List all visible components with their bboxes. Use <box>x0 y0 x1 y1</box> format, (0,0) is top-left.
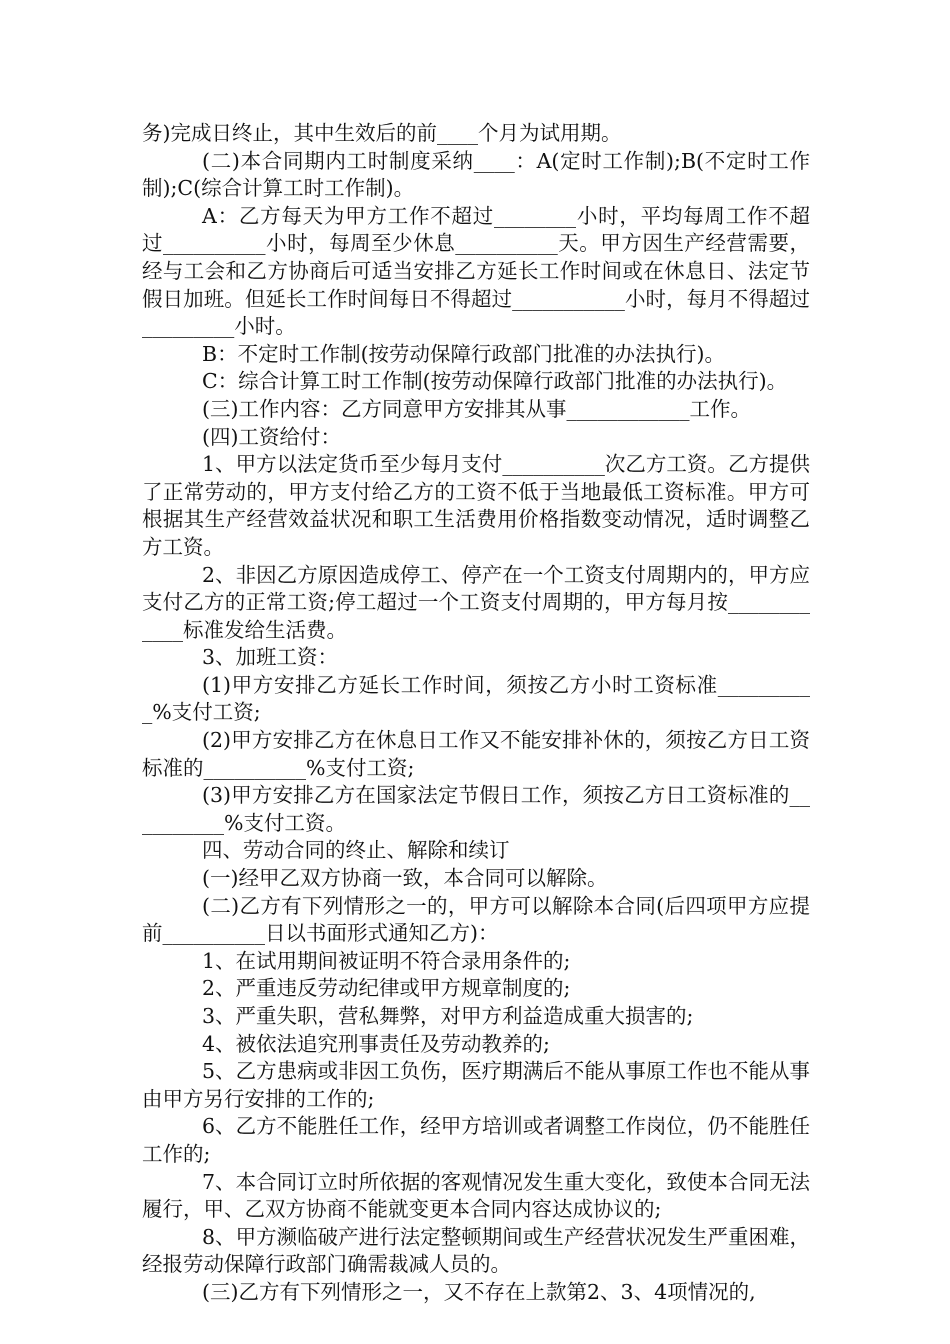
paragraph: (三)工作内容：乙方同意甲方安排其从事____________工作。 <box>202 396 751 421</box>
paragraph: (1)甲方安排乙方延长工作时间，须按乙方小时工资标准__________%支付工资; <box>142 672 810 725</box>
paragraph: 3、加班工资： <box>202 645 339 670</box>
document-body <box>142 120 810 1307</box>
paragraph: C：综合计算工时工作制(按劳动保障行政部门批准的办法执行)。 <box>202 369 788 394</box>
paragraph: 务)完成日终止，其中生效后的前____个月为试用期。 <box>142 121 622 145</box>
paragraph: (四)工资给付： <box>202 424 341 449</box>
list-item: 8、甲方濒临破产进行法定整顿期间或生产经营状况发生严重困难，经报劳动保障行政部门确需裁减人员的。 <box>142 1224 810 1277</box>
paragraph: (3)甲方安排乙方在国家法定节假日工作，须按乙方日工资标准的__________%支付工资。 <box>142 783 810 835</box>
list-item: 7、本合同订立时所依据的客观情况发生重大变化，致使本合同无法履行，甲、乙双方协商不能就变更本合同内容达成协议的; <box>142 1169 810 1222</box>
paragraph: (2)甲方安排乙方在休息日工作又不能安排补休的，须按乙方日工资标准的__________%支付工资; <box>142 728 810 780</box>
paragraph: (一)经甲乙双方协商一致，本合同可以解除。 <box>202 866 608 891</box>
section-heading: 四、劳动合同的终止、解除和续订 <box>202 838 510 863</box>
paragraph: 2、非因乙方原因造成停工、停产在一个工资支付周期内的，甲方应支付乙方的正常工资;停工超过一个工资支付周期的，甲方每月按____________标准发给生活费。 <box>142 562 810 642</box>
list-item: 5、乙方患病或非因工负伤，医疗期满后不能从事原工作也不能从事由甲方另行安排的工作的; <box>142 1059 810 1111</box>
paragraph: A：乙方每天为甲方工作不超过________小时，平均每周工作不超过__________小时，每周至少休息__________天。甲方因生产经营需要，经与工会和乙方协商后可适当安排乙方延长工作时间或在休息日、法定节假日加班。但延长工作时间每日不得超过___________小时，每月不得超过_________小时。 <box>142 203 810 339</box>
list-item: 4、被依法追究刑事责任及劳动教养的; <box>202 1031 550 1056</box>
list-item: 1、在试用期间被证明不符合录用条件的; <box>202 948 571 973</box>
paragraph: 1、甲方以法定货币至少每月支付__________次乙方工资。乙方提供了正常劳动的，甲方支付给乙方的工资不低于当地最低工资标准。甲方可根据其生产经营效益状况和职工生活费用价格指数变动情况，适时调整乙方工资。 <box>142 452 810 559</box>
list-item: 6、乙方不能胜任工作，经甲方培训或者调整工作岗位，仍不能胜任工作的; <box>142 1114 810 1166</box>
paragraph: B：不定时工作制(按劳动保障行政部门批准的办法执行)。 <box>202 341 726 366</box>
paragraph: (二)本合同期内工时制度采纳____：A(定时工作制);B(不定时工作制);C(综合计算工时工作制)。 <box>142 148 810 201</box>
list-item: 3、严重失职，营私舞弊，对甲方利益造成重大损害的; <box>202 1004 694 1028</box>
list-item: 2、严重违反劳动纪律或甲方规章制度的; <box>202 976 571 1001</box>
paragraph: (三)乙方有下列情形之一，又不存在上款第2、3、4项情况的, <box>202 1279 756 1304</box>
paragraph: (二)乙方有下列情形之一的，甲方可以解除本合同(后四项甲方应提前__________日以书面形式通知乙方)： <box>142 893 810 946</box>
